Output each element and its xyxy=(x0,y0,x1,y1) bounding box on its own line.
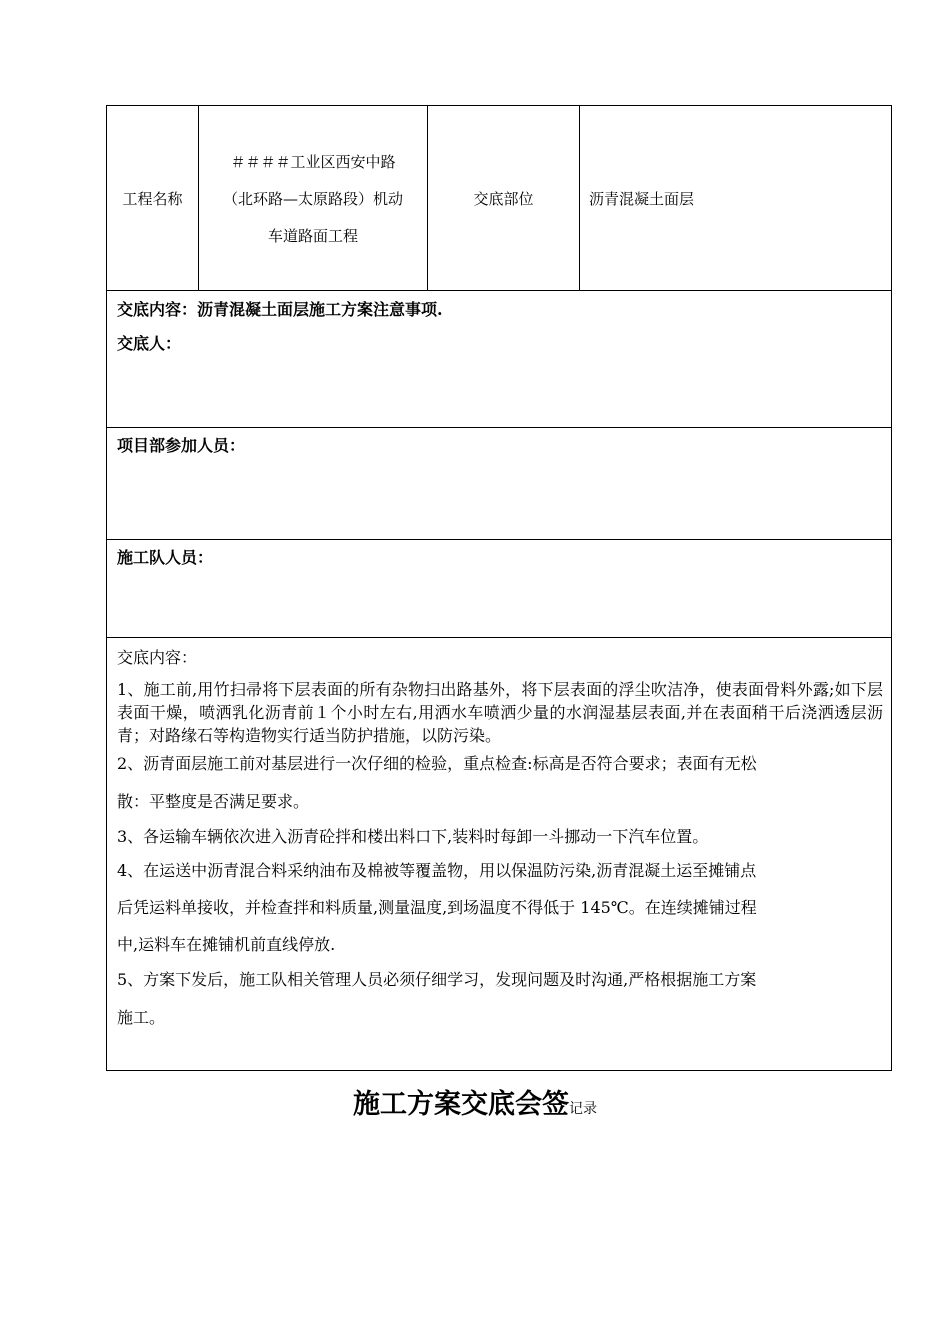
paragraph-5-line-1: 5、方案下发后，施工队相关管理人员必须仔细学习，发现问题及时沟通,严格根据施工方案 xyxy=(117,970,757,989)
project-name-line: 车道路面工程 xyxy=(267,227,358,245)
divider xyxy=(579,106,580,290)
project-staff-row xyxy=(107,427,891,540)
document-title-main: 施工方案交底会签 xyxy=(353,1089,569,1120)
crew-row xyxy=(107,539,891,638)
document-title-suffix: 记录 xyxy=(569,1101,597,1117)
paragraph-5-line-2: 施工。 xyxy=(117,1008,166,1027)
project-name-line: （北环路—太原路段）机动 xyxy=(222,190,403,208)
content-summary-row xyxy=(107,290,891,428)
paragraph-1: 1、施工前,用竹扫帚将下层表面的所有杂物扫出路基外，将下层表面的浮尘吹洁净，使表面骨料外露;如下层表面干燥，喷洒乳化沥青前１个小时左右,用洒水车喷洒少量的水润湿基层表面,并在表面稍干后浇洒透层沥青；对路缘石等构造物实行适当防护措施，以防污染。 xyxy=(117,680,883,745)
detail-content-row xyxy=(107,637,891,1072)
project-staff-label: 项目部参加人员： xyxy=(117,436,246,455)
project-name-value xyxy=(199,144,427,255)
project-name-label: 工程名称 xyxy=(122,190,183,208)
handover-part-label: 交底部位 xyxy=(473,190,534,208)
paragraph-2-line-1: 2、沥青面层施工前对基层进行一次仔细的检验，重点检查:标高是否符合要求；表面有无松 xyxy=(117,754,757,773)
header-row xyxy=(107,106,891,290)
paragraph-4-line-1: 4、在运送中沥青混合料采纳油布及棉被等覆盖物，用以保温防污染,沥青混凝土运至摊铺点 xyxy=(117,861,757,880)
paragraph-4-line-3: 中,运料车在摊铺机前直线停放. xyxy=(117,935,336,954)
paragraph-3: 3、各运输车辆依次进入沥青砼拌和楼出料口下,装料时每卸一斗挪动一下汽车位置。 xyxy=(117,827,709,846)
crew-label: 施工队人员： xyxy=(117,548,214,567)
paragraph-2-line-2: 散：平整度是否满足要求。 xyxy=(117,792,310,811)
detail-content-label: 交底内容： xyxy=(117,648,198,667)
content-summary: 交底内容：沥青混凝土面层施工方案注意事项. xyxy=(117,300,443,319)
handover-form-table xyxy=(106,105,892,1071)
paragraph-4-line-2: 后凭运料单接收，并检查拌和料质量,测量温度,到场温度不得低于 145℃。在连续摊铺过程 xyxy=(117,898,757,917)
handover-part-value: 沥青混凝土面层 xyxy=(589,190,695,208)
project-name-line: ＃＃＃＃工业区西安中路 xyxy=(230,153,396,171)
document-title xyxy=(0,1082,950,1121)
presenter-label: 交底人： xyxy=(117,334,182,353)
